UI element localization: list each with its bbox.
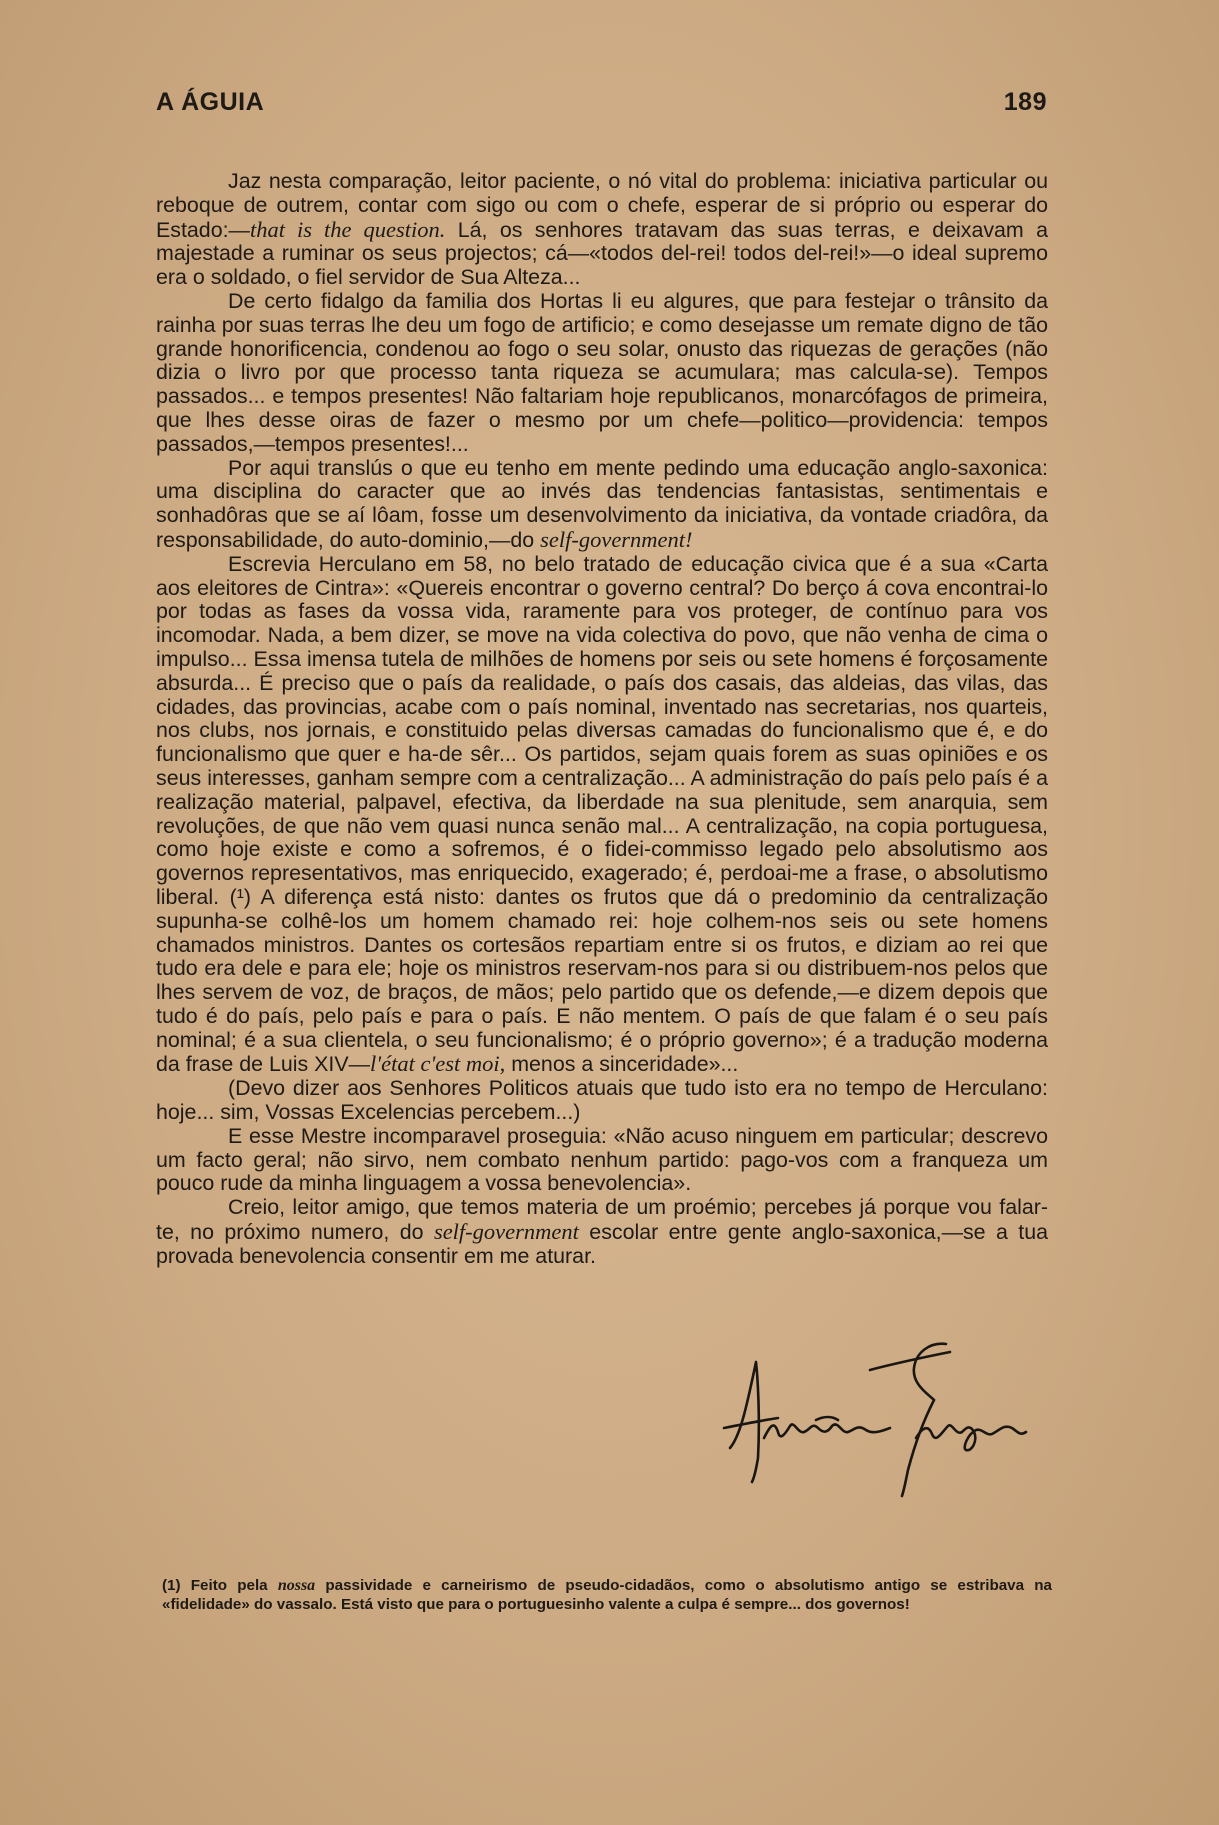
text-run: Creio, leitor amigo, que temos materia de um proémio; percebes já porque vou falar-te, no próximo numero, do xyxy=(156,1195,1048,1245)
italic-run: l'état c'est moi, xyxy=(370,1051,506,1077)
footnote xyxy=(162,1576,1052,1614)
text-run: E esse Mestre incomparavel proseguia: «Não acuso ninguem em particular; descrevo um facto geral; não sirvo, nem combato nenhum partido: pago-vos com a franqueza um pouco rude da minha linguagem a vossa benevolencia». xyxy=(156,1123,1048,1196)
journal-title: A ÁGUIA xyxy=(156,88,265,116)
paragraph xyxy=(156,1125,1048,1196)
running-header xyxy=(156,88,1047,117)
text-run: (Devo dizer aos Senhores Politicos atuais que tudo isto era no tempo de Herculano: hoje... sim, Vossas Excelencias percebem...) xyxy=(156,1076,1048,1125)
text-run: escolar entre gente anglo-saxonica,—se a tua provada benevolencia consentir em me aturar. xyxy=(156,1220,1049,1268)
paragraph xyxy=(156,457,1048,553)
page-number: 189 xyxy=(1003,88,1047,116)
text-run: Jaz nesta comparação, leitor paciente, o nó vital do problema: iniciativa particular ou reboque de outrem, contar com sigo ou com o chefe, esperar de si próprio ou esperar do Estado:— xyxy=(156,169,1048,242)
italic-run: nossa xyxy=(277,1577,316,1594)
italic-run: self-government xyxy=(433,1219,579,1245)
author-signature xyxy=(720,1340,1060,1500)
italic-run: that is the question. xyxy=(249,216,446,242)
text-run: (1) Feito pela xyxy=(162,1577,278,1594)
text-run: Escrevia Herculano em 58, no belo tratado de educação civica que é a sua «Carta aos eleitores de Cintra»: «Quereis encontrar o governo central? Do berço á cova encontrai-lo por todas as fases da vossa vida, raramente para vos proteger, de contínuo para vos incomodar. Nada, a bem dizer, se move na vida colectiva do povo, que não venha de cima o impulso... Essa imensa tutela de milhões de homens por seis ou sete homens é forçosamente absurda... É preciso que o país da realidade, o país dos casais, das aldeias, das vilas, das cidades, das provincias, acabe com o país nominal, inventado nas secretarias, nos quarteis, nos clubs, nos jornais, e constituido pelas diversas camadas do funcionalismo que é, e do funcionalismo que quer e ha-de sêr... Os partidos, sejam quais forem as suas opiniões e os seus interesses, ganham sempre com a centralização... A administração do país pelo país é a realização material, palpavel, efectiva, da liberdade na sua plenitude, sem anarquia, sem revoluções, de que não vem quasi nunca senão mal... A centralização, na copia portuguesa, como hoje existe e como a sofremos, é o fidei-commisso legado pelo absolutismo aos governos representativos, mas enriquecido, exagerado; é, perdoai-me a frase, o absolutismo liberal. (¹) A diferença está nisto: dantes os frutos que dá o predominio da centralização supunha-se colhê-los um homem chamado rei: hoje colhem-nos seis ou sete homens chamados ministros. Dantes os cortesãos repartiam entre si os frutos, e diziam ao rei que tudo era dele e para ele; hoje os ministros reservam-nos para si ou distribuem-nos pelos que lhes servem de voz, de braços, de mãos; pelo partido que os defende,—e dizem depois que tudo é do país, pelo país e para o país. E não mentem. O país de que falam é o seu país nominal; é a sua clientela, o seu funcionalismo; é o próprio governo»; é a tradução moderna da frase de Luis XIV— xyxy=(156,551,1048,1077)
text-run: De certo fidalgo da familia dos Hortas li eu algures, que para festejar o trânsito da rainha por suas terras lhe deu um fogo de artificio; e como desejasse um remate digno de tão grande honorificencia, condenou ao fogo o seu solar, onusto das riquezas de gerações (não dizia o livro por que processo tanta riqueza se acumulara; mas calcula-se). Tempos passados... e tempos presentes! Não faltariam hoje republicanos, monarcófagos de primeira, que lhes desse oiras de fazer o mesmo por um chefe—politico—providencia: tempos passados,—tempos presentes!... xyxy=(156,288,1048,456)
text-run: menos a sinceridade»... xyxy=(505,1052,739,1077)
paragraph xyxy=(156,553,1048,1078)
text-run: Por aqui translús o que eu tenho em mente pedindo uma educação anglo-saxonica: uma disciplina do caracter que ao invés das tendencias fantasistas, sentimentais e sonhadôras que se aí lôam, fosse um desenvolvimento da iniciativa, da vontade criadôra, da responsabilidade, do auto-dominio,—do xyxy=(156,455,1048,552)
paragraph xyxy=(156,1077,1048,1125)
italic-run: self-government! xyxy=(540,526,693,552)
text-run: Lá, os senhores tratavam das suas terras, e deixavam a majestade a ruminar os seus projectos; cá—«todos del-rei! todos del-rei!»—o ideal supremo era o soldado, o fiel servidor de Sua Alteza... xyxy=(156,217,1048,290)
handwritten-signature xyxy=(720,1340,1060,1500)
paragraph xyxy=(156,1196,1048,1268)
article-body xyxy=(156,170,1048,1269)
paragraph xyxy=(156,290,1048,457)
text-run: passividade e carneirismo de pseudo-cidadãos, como o absolutismo antigo se estribava na «fidelidade» do vassalo. Está visto que para o portuguesinho valente a culpa é sempre... dos governos! xyxy=(162,1577,1053,1613)
paragraph xyxy=(156,170,1048,290)
